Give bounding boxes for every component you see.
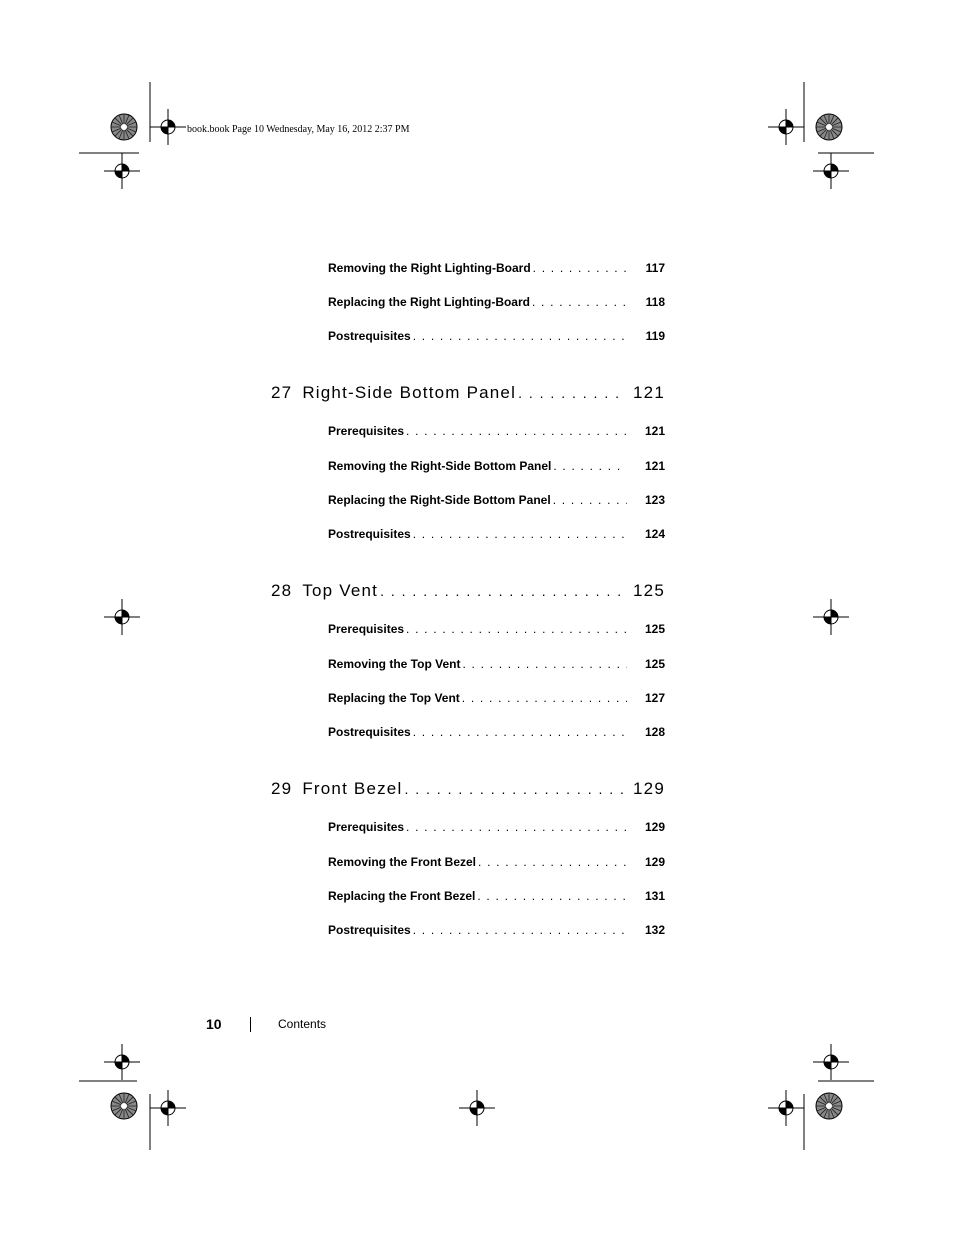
toc-entry-title: Postrequisites [328, 923, 411, 937]
chapter-page: 121 [633, 383, 665, 402]
toc-chapter-28[interactable] [271, 581, 665, 601]
chapter-number: 27 [271, 383, 293, 402]
toc-entry-page: 129 [644, 855, 665, 869]
chapter-name: Front Bezel [302, 779, 403, 798]
toc-entry-page: 121 [644, 424, 665, 438]
toc-entry[interactable] [328, 527, 665, 541]
toc-entry-page: 125 [644, 622, 665, 636]
toc-entry[interactable] [328, 295, 665, 309]
crosshair-icon [104, 153, 140, 189]
toc-entry-page: 131 [644, 889, 665, 903]
toc-entry[interactable] [328, 691, 665, 705]
toc-entry-page: 124 [644, 527, 665, 541]
dot-leader [516, 385, 625, 401]
chapter-page: 125 [633, 581, 665, 600]
footer-section-label: Contents [278, 1017, 327, 1031]
crosshair-icon [104, 599, 140, 635]
toc-entry[interactable] [328, 329, 665, 343]
chapter-title [271, 581, 378, 601]
toc-entry-page: 117 [645, 261, 665, 275]
toc-entry[interactable] [328, 855, 665, 869]
toc-entry-page: 128 [644, 725, 665, 739]
crosshair-icon [813, 1044, 849, 1080]
toc-entry[interactable] [328, 459, 665, 473]
toc-entry-page: 119 [645, 329, 665, 343]
toc-entry[interactable] [328, 261, 665, 275]
dot-leader [476, 855, 627, 869]
dot-leader [411, 725, 627, 739]
chapter-number: 29 [271, 779, 293, 798]
toc-entry[interactable] [328, 820, 665, 834]
toc-entry-title: Removing the Front Bezel [328, 855, 477, 869]
crosshair-icon [150, 1090, 186, 1126]
toc-entry-page: 125 [644, 657, 665, 671]
toc-entry-title: Postrequisites [328, 725, 411, 739]
toc-entry-title: Replacing the Front Bezel [328, 889, 476, 903]
toc-entry-title: Prerequisites [328, 424, 405, 438]
toc-entry[interactable] [328, 424, 665, 438]
dot-leader [531, 261, 627, 275]
toc-entry-title: Prerequisites [328, 622, 405, 636]
dot-leader [378, 583, 625, 599]
toc-entry-page: 121 [644, 459, 665, 473]
crosshair-icon [813, 153, 849, 189]
toc-entry-title: Removing the Right Lighting-Board [328, 261, 531, 275]
crosshair-icon [104, 1044, 140, 1080]
page-number: 10 [206, 1016, 222, 1032]
dot-leader [404, 424, 627, 438]
dot-leader [404, 820, 627, 834]
crosshair-icon [768, 109, 804, 145]
crosshair-icon [459, 1090, 495, 1126]
dot-leader [411, 527, 627, 541]
toc-chapter-27[interactable] [271, 383, 665, 403]
toc-entry[interactable] [328, 657, 665, 671]
chapter-name: Top Vent [302, 581, 379, 600]
dot-leader [551, 493, 627, 507]
dot-leader [475, 889, 627, 903]
dot-leader [460, 691, 627, 705]
toc-entry-title: Replacing the Right-Side Bottom Panel [328, 493, 551, 507]
toc-entry-title: Postrequisites [328, 527, 411, 541]
chapter-title [271, 383, 516, 403]
toc-entry-page: 129 [644, 820, 665, 834]
toc-entry-title: Removing the Top Vent [328, 657, 461, 671]
starburst-icon [111, 1093, 137, 1119]
toc-entry[interactable] [328, 725, 665, 739]
dot-leader [411, 329, 627, 343]
toc-entry-title: Prerequisites [328, 820, 405, 834]
crosshair-icon [813, 599, 849, 635]
toc-entry-title: Replacing the Top Vent [328, 691, 460, 705]
toc-entry-page: 132 [644, 923, 665, 937]
toc-chapter-29[interactable] [271, 779, 665, 799]
dot-leader [530, 295, 627, 309]
toc-entry-title: Postrequisites [328, 329, 411, 343]
toc-entry[interactable] [328, 493, 665, 507]
starburst-icon [816, 1093, 842, 1119]
toc-entry[interactable] [328, 889, 665, 903]
chapter-title [271, 779, 402, 799]
toc-entry-page: 127 [644, 691, 665, 705]
crosshair-icon [768, 1090, 804, 1126]
dot-leader [411, 923, 627, 937]
dot-leader [551, 459, 627, 473]
chapter-name: Right-Side Bottom Panel [302, 383, 517, 402]
footer-divider [250, 1017, 251, 1032]
starburst-icon [816, 114, 842, 140]
print-slug: book.book Page 10 Wednesday, May 16, 2012 2:37 PM [187, 124, 410, 135]
dot-leader [404, 622, 627, 636]
dot-leader [460, 657, 627, 671]
toc-entry[interactable] [328, 622, 665, 636]
crosshair-icon [150, 109, 186, 145]
chapter-page: 129 [633, 779, 665, 798]
chapter-number: 28 [271, 581, 293, 600]
toc-entry-title: Removing the Right-Side Bottom Panel [328, 459, 552, 473]
toc-entry-page: 123 [644, 493, 665, 507]
toc-entry[interactable] [328, 923, 665, 937]
toc-entry-page: 118 [645, 295, 665, 309]
toc-entry-title: Replacing the Right Lighting-Board [328, 295, 530, 309]
starburst-icon [111, 114, 137, 140]
dot-leader [402, 781, 625, 797]
